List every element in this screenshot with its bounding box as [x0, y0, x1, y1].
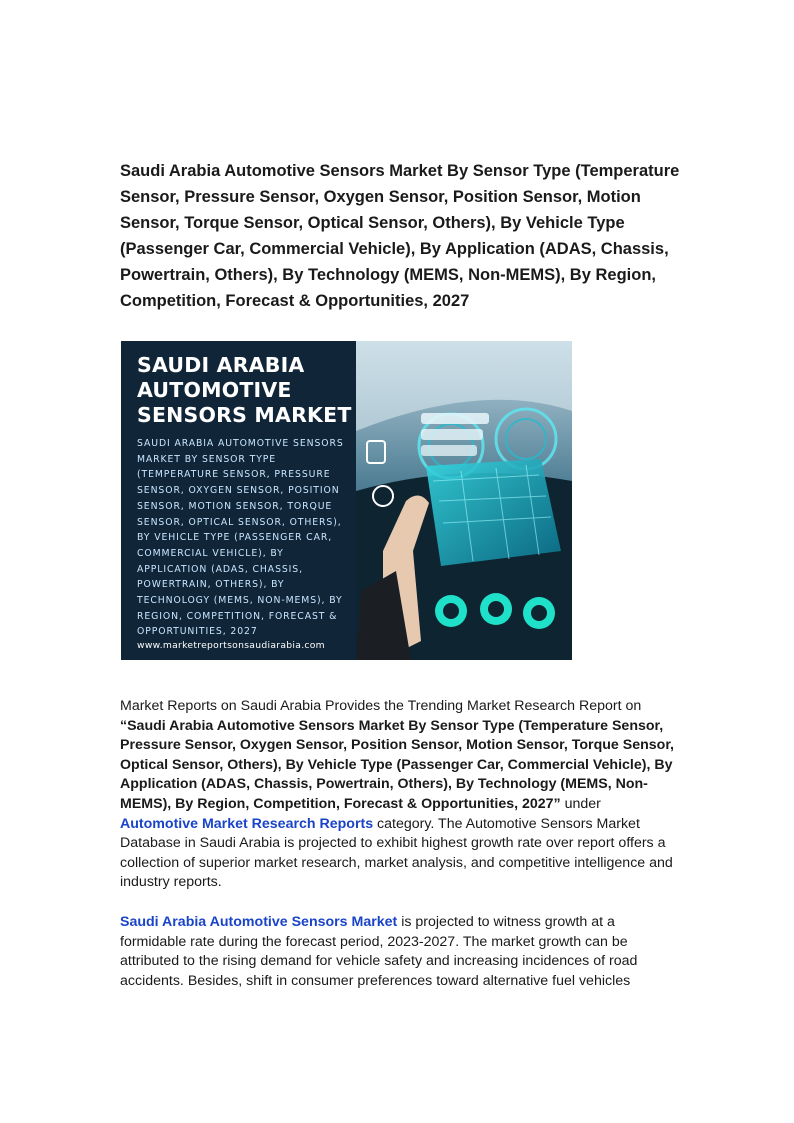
intro-text: Market Reports on Saudi Arabia Provides the Trending Market Research Report on: [120, 698, 642, 714]
report-title-inline: “Saudi Arabia Automotive Sensors Market By Sensor Type (Temperature Sensor, Pressure Sensor, Oxygen Sensor, Position Sensor, Motion Sensor, Torque Sensor, Optical Sensor, Others), By Vehicle Type (Passenger Car, Commercial Vehicle), By Application (ADAS, Chassis, Powertrain, Others), By Technology (MEMS, Non-MEMS), By Region, Competition, Forecast & Opportunities, 2027”: [120, 717, 674, 812]
banner-heading-line: SENSORS MARKET: [137, 403, 352, 427]
banner-heading-line: AUTOMOTIVE: [137, 378, 292, 402]
intro-rest-text: category. The Automotive Sensors Market Database in Saudi Arabia is projected to exhibit highest growth rate over report offers a collection of superior market research, market analysis, and competitive intelligence and industry reports.: [120, 815, 673, 891]
banner-heading-line: SAUDI ARABIA: [137, 353, 305, 377]
banner-text-panel: [121, 341, 356, 660]
banner-heading: [137, 353, 352, 428]
banner-url: www.marketreportsonsaudiarabia.com: [137, 640, 325, 651]
category-link[interactable]: Automotive Market Research Reports: [120, 815, 374, 832]
banner-subtitle: SAUDI ARABIA AUTOMOTIVE SENSORS MARKET BY SENSOR TYPE (TEMPERATURE SENSOR, PRESSURE SENSOR, OXYGEN SENSOR, POSITION SENSOR, MOTION SENSOR, TORQUE SENSOR, OPTICAL SENSOR, OTHERS), BY VEHICLE TYPE (PASSENGER CAR, COMMERCIAL VEHICLE), BY APPLICATION (ADAS, CHASSIS, POWERTRAIN, OTHERS), BY TECHNOLOGY (MEMS, NON-MEMS), BY REGION, COMPETITION, FORECAST & OPPORTUNITIES, 2027: [137, 438, 344, 638]
under-text: under: [560, 795, 601, 812]
report-banner-image: [121, 341, 572, 660]
report-title: Saudi Arabia Automotive Sensors Market By Sensor Type (Temperature Sensor, Pressure Sensor, Oxygen Sensor, Position Sensor, Motion Sensor, Torque Sensor, Optical Sensor, Others), By Vehicle Type (Passenger Car, Commercial Vehicle), By Application (ADAS, Chassis, Powertrain, Others), By Technology (MEMS, Non-MEMS), By Region, Competition, Forecast & Opportunities, 2027: [120, 162, 680, 310]
market-link[interactable]: Saudi Arabia Automotive Sensors Market: [120, 914, 398, 930]
intro-paragraph: [120, 697, 680, 893]
market-text: is projected to witness growth at a formidable rate during the forecast period, 2023-2027. The market growth can be attributed to the rising demand for vehicle safety and increasing incidences of road accidents. Besides, shift in consumer preferences toward alternative fuel vehicles: [120, 914, 638, 989]
market-paragraph: [120, 913, 680, 991]
